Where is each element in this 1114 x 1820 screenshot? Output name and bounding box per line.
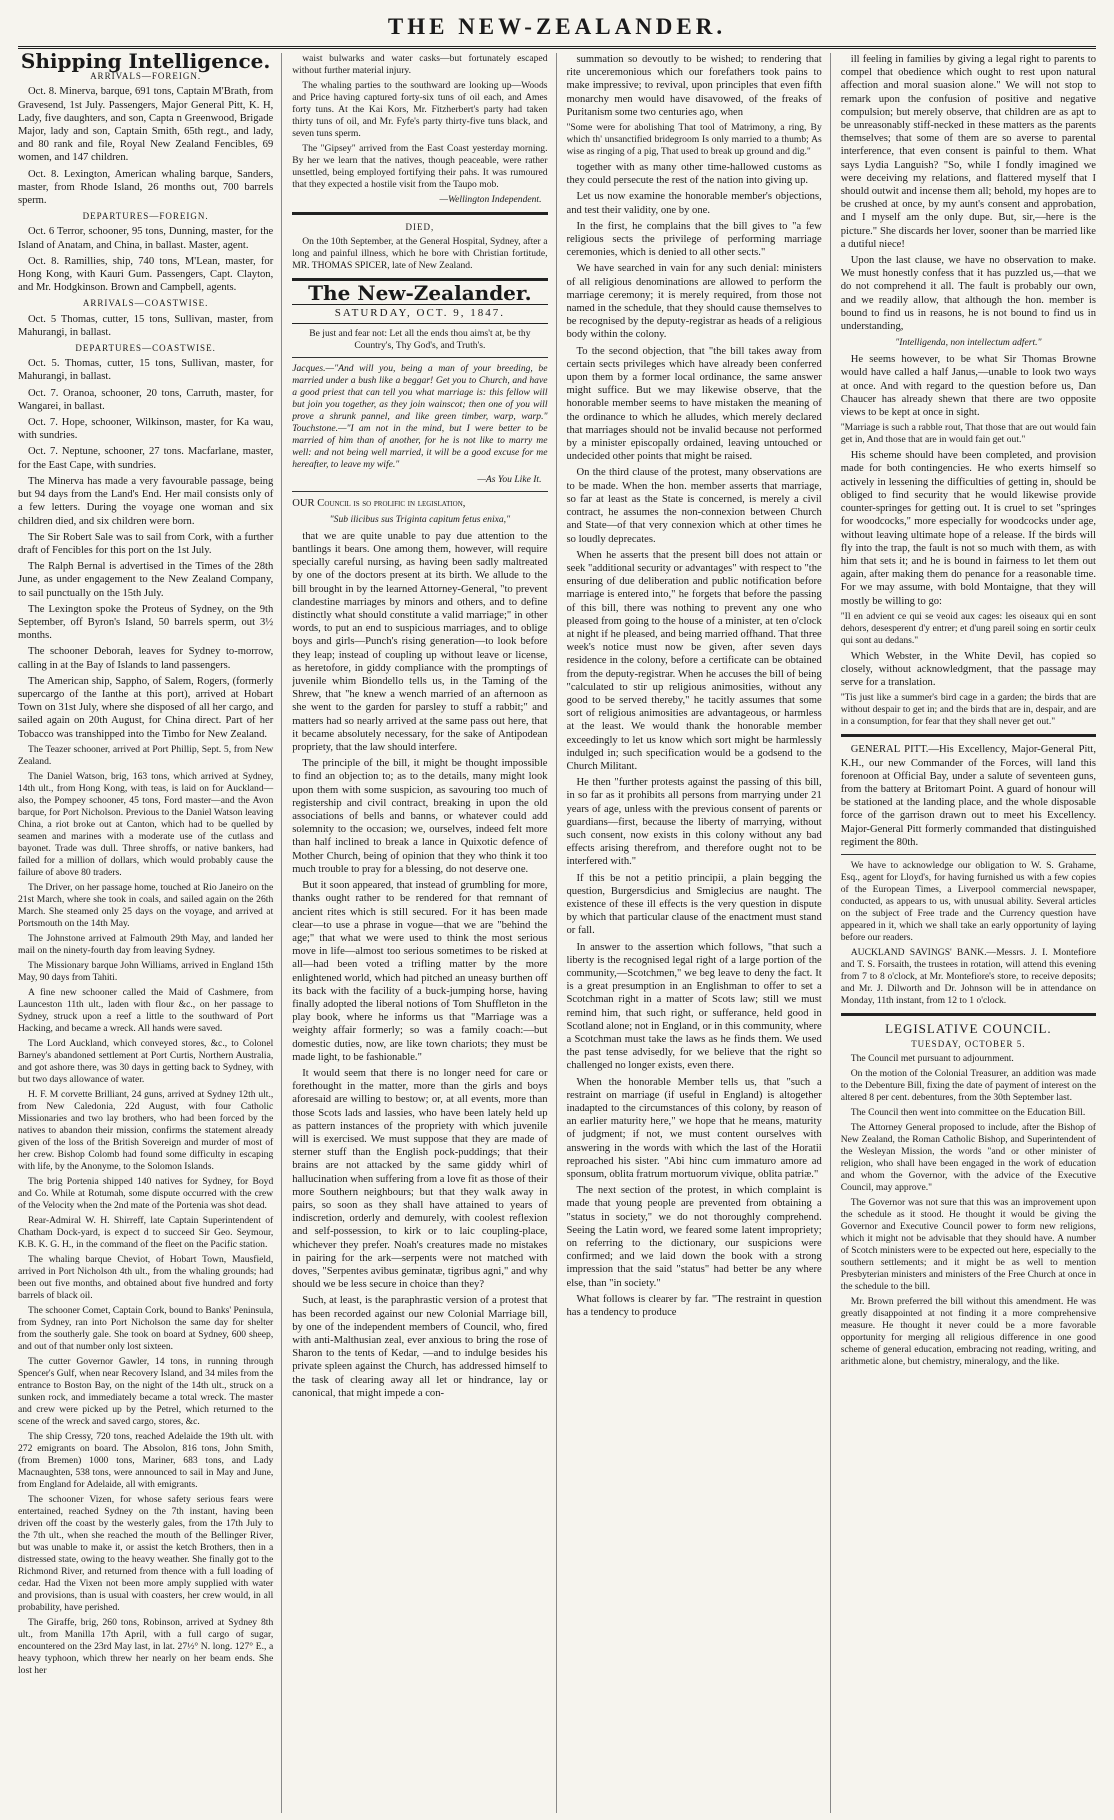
paper-title: The New-Zealander.: [308, 281, 532, 306]
paragraph: H. F. M corvette Brilliant, 24 guns, arrived at Sydney 12th ult., from New Caledonia, 22d August, with four Catholic Missionaries and two lay brothers, who had been forced by the natives to abandon their mission, confirms the statement already given of the loss of the British Sovereign and murder of most of her crew. Bishop Colomb had found some difficulty in escaping with life, by the Anonyme, to the Solomon Islands.: [18, 1088, 274, 1172]
paragraph: Oct. 8. Minerva, barque, 691 tons, Captain M'Brath, from Gravesend, 1st July. Passengers, Major General Pitt, K. H, Lady, five daughters, and son, Capta n Greenwood, Brigade Major, lady and son, Captain Smith, 65th regt., and lady, and 80 rank and file, Royal New Zealand Fencibles, 69 women, and 147 children.: [18, 86, 274, 164]
paragraph: together with as many other time-hallowed customs as they could persecute the rest of the nation into giving up.: [566, 162, 822, 187]
paragraph: Let us now examine the honorable member's objections, and test their validity, one by one.: [566, 191, 822, 216]
paragraph: The whaling barque Cheviot, of Hobart Town, Mausfield, arrived in Port Nicholson 4th ult., from the whaling grounds; had been out five months, and obtained about five hundred and forty barrels of black oil.: [18, 1253, 274, 1301]
divider: [841, 734, 1096, 737]
paragraph: The Teazer schooner, arrived at Port Phillip, Sept. 5, from New Zealand.: [18, 743, 274, 767]
paragraph: The cutter Governor Gawler, 14 tons, in running through Spencer's Gulf, when near Recovery Island, and 34 miles from the entrance to Boston Bay, on the night of the 14th ult., struck on a sunken rock, and immediately became a total wreck. The master and crew were picked up by the Petrel, which returned to the scene of the wreck and saved cargo, stores, &c.: [18, 1355, 274, 1427]
paragraph: In the first, he complains that the bill gives to "a few religious sects the privilege of performing marriage ceremonies, which is denied to all other sects.": [566, 220, 822, 259]
lead-sentence: OUR Council is so prolific in legislation,: [292, 497, 466, 509]
french-quote: "Il en advient ce qui se veoid aux cages: les oiseaux qui en sont dehors, desesperent d'y entrer; et d'ung pareil soing en sortir ceulx qui sont au dedans.": [840, 610, 1096, 646]
council-header: LEGISLATIVE COUNCIL.: [885, 1020, 1052, 1036]
paragraph: The American ship, Sappho, of Salem, Rogers, (formerly supercargo of the Ianthe at this port), arrived at Hobart Town on 31st July, where she disposed of all her cargo, and sailed again on 20th August, for China direct. Part of her Tobacco was transhipped into the Timbo for New Zealand.: [18, 675, 274, 740]
paragraph: The next section of the protest, in which complaint is made that young people are prevented from obtaining a "status in society," we do not thoroughly comprehend. Seeing the Latin word, we feared some latent impropriety; on referring to the dictionary, our suspicions were confirmed; and we laid down the book with a strong impression that the said "status" had better be any where else, than "in society.": [566, 1185, 822, 1289]
divider: [292, 491, 547, 492]
paragraph: Oct. 7. Hope, schooner, Wilkinson, master, for Ka wau, with sundries.: [18, 417, 274, 442]
paragraph: The Johnstone arrived at Falmouth 29th May, and landed her mail on the ninety-fourth day from leaving Sydney.: [18, 932, 274, 956]
paragraph: The Attorney General proposed to include, after the Bishop of New Zealand, the Roman Catholic Bishop, and Superintendent of the Wesleyan Mission, the words "and or other minister of religion, who shall have been engaged in the work of education and whom the Governor, with the advice of the Executive Council, may approve.": [840, 1122, 1096, 1194]
verse-quote: "Marriage is such a rabble rout, That those that are out would fain get in, And those that are in would fain get out.": [840, 422, 1096, 446]
section-header: DEPARTURES—FOREIGN.: [82, 211, 209, 222]
obituary: On the 10th September, at the General Hospital, Sydney, after a long and painful illness, which he bore with Christian fortitude, MR. THOMAS SPICER, late of New Zealand.: [292, 236, 548, 272]
divider: [292, 212, 547, 215]
paragraph: When he asserts that the present bill does not attain or seek "additional security or advantages" with respect to "the ensuring of due deliberation and public notification before marriage is entered into," he forgets that before the passing of this bill, there was nothing to prevent any one who pleased from going to the house of a minister, at ten o'clock at night if he pleased, and being married offhand. That three week's notice must now be given, after seven days residence in the colony, before a certificate can be obtained from the deputy-registrar. When he accuses the bill of being "calculated to stir up religious animosities, without any good to be served thereby," he tacitly assumes that some sort of religious animosities are advantageous, or harmless at the least. We would thank the honorable member exceedingly to let us know which sort might be harmlessly indulged in; such specification would be a godsend to the Church Militant.: [566, 549, 822, 772]
paragraph: AUCKLAND SAVINGS' BANK.—Messrs. J. I. Montefiore and T. S. Forsaith, the trustees in rotation, will attend this evening from 7 to 8 o'clock, at Mr. Montefiore's store, to receive deposits; and Mr. J. Dilworth and Dr. Johnson will be in attendance on Monday, 11th instant, from 12 to 1 o'clock.: [840, 946, 1096, 1006]
paragraph: The Sir Robert Sale was to sail from Cork, with a further draft of Fencibles for this port on the 1st July.: [18, 531, 274, 556]
epigraph-quote: Jacques.—"And will you, being a man of your breeding, be married under a bush like a beggar! Get you to Church, and have a good priest that can tell you what marriage is: this fellow will but join you together, as they join wainscot; then one of you will prove a shrunk pannel, and like green timber, warp, warp." Touchstone.—"I am not in the mind, but I were better to be married of him than of another, for he is not like to marry me well: and not being well married, it will be a good excuse for me hereafter, to leave my wife.": [292, 362, 548, 470]
paragraph: To the second objection, that "the bill takes away from certain sects privileges which have already been conferred upon them by a former local ordinance, the same answer might suffice. But we may likewise observe, that the honorable member seems to have mistaken the meaning of the ordinance to which he alludes, which merely declared that marriages should not be invalid because not performed by a minister episcopally ordained, leaving untouched or undecided other points that might be raised.: [566, 345, 822, 463]
divider: [841, 1013, 1096, 1016]
paragraph: Which Webster, in the White Devil, has copied so closely, without acknowledgment, that the passage may serve for a translation.: [840, 650, 1096, 689]
paragraph: The Giraffe, brig, 260 tons, Robinson, arrived at Sydney 8th ult., from Manilla 17th April, with a full cargo of sugar, encountered on the 23rd May last, in lat. 27½° N. long. 127° E., a heavy typhoon, which threw her nearly on her beam ends. She lost her: [18, 1616, 274, 1676]
section-header: ARRIVALS—FOREIGN.: [90, 71, 202, 82]
paragraph: But it soon appeared, that instead of grumbling for more, thanks ought rather to be rendered for that remnant of ancient rites which is still secured. For it has been made clear—to use a phrase in vogue—that we are "behind the age;" that what we were used to think the most serious move in life—almost too serious sometimes to be risked at all—had been voted a trifling matter by the more enlightened world, which had pitched an uneasy burthen off its back with the facility of a buck-jumping horse, having finally adopted the liberal notions of Tom Shuffleton in the play book, where he informs us that "Marriage was a weighty affair formerly; so was a family coach:—but domestic duties, now, are like town chariots; they must be made light, to be fashionable.": [292, 880, 548, 1063]
paragraph: The schooner Deborah, leaves for Sydney to-morrow, calling in at the Bay of Islands to land passengers.: [18, 646, 274, 671]
paragraph: The Governor was not sure that this was an improvement upon the schedule as it stood. He thought it would be giving the Governor and Executive Council power to form new religions, which it might not be advisable that they should have. A number of Scotch ministers were to be expected out here, especially to the southern settlements; and it might be as well to mention Presbyterian ministers and ministers of the Free Church at once in the schedule to the bill.: [840, 1197, 1096, 1293]
paragraph: When the honorable Member tells us, that "such a restraint on marriage (if useful in England) is altogether inadapted to the circumstances of this colony, by reason of an earlier maturity here," we hope that he means, maturity of judgment; if not, we must content ourselves with answering in the words with which the last of the Horatii reproached his sister. "Abi hinc cum immaturo amore ad sponsum, oblita fratrum mortuorum vivique, oblita patriæ.": [566, 1076, 822, 1181]
latin-quote: "Sub ilicibus sus Triginta capitum fetus enixa,": [329, 513, 511, 525]
paragraph: Such, at least, is the paraphrastic version of a protest that has been recorded against our new Colonial Marriage bill, by one of the independent members of Council, who, fired with anti-Malthusian zeal, ever anxious to bring the rose of Sharon to the tents of Kedar, —and to indulge besides his private spleen against the Church, has addressed himself to the task of clearing away all let or hindrance, lay or canonical, that might impede a con-: [292, 1295, 548, 1399]
columns: [18, 53, 1096, 1813]
paragraph: It would seem that there is no longer need for care or forethought in the matter, more than the girls and boys aforesaid are willing to bestow; or, at all events, more than those Scots lads and lassies, who have been lately held up as pattern instances of the propriety with which juvenile will is exercised. We must suppose that they are made of sterner stuff than the English pock-puddings; that their brains are not attacked by the same giddy whirl of hallucination when suffering from a love fit as those of their more Southern neighbours; but that they walk away in pairs, so soon as they shall have attained to years of indiscretion, orderly and demurely, with coolest reflexion and self-possession, to kirk or to laic coupling-place, whichever they prefer. Noah's creatures made no mistakes in pairing for the ark—serpents were not matched with doves, "Serpentes avibus geminatæ, tigribus agni," and why should we be less secure in choice than they?: [292, 1067, 548, 1291]
paragraph: Rear-Admiral W. H. Shirreff, late Captain Superintendent of Chatham Dock-yard, is expect d to succeed Sir Geo. Seymour, K.B. K. G. H., in the command of the fleet on the Pacific station.: [18, 1214, 274, 1250]
paragraph: The principle of the bill, it might be thought impossible to find an objection to; as to the details, many might look upon them with some suspicion, as savouring too much of registership and civil contract, breaking in upon the old associations of bells and banns, or whatever could add solemnity to the occasion; we, ourselves, indeed felt more than half inclined to break a lance in Quixotic defence of Mother Church, being of opinion that they who think it too much trouble to pray for a blessing, do not deserve one.: [292, 758, 548, 875]
paragraph: We have searched in vain for any such denial: ministers of all religious denominations are allowed to perform the marriage ceremony; it is merely required, from those not named in the schedule, that they should cause themselves to be recognised by the deputy-registrar as heads of a religious body within the colony.: [566, 263, 822, 341]
paragraph: He seems however, to be what Sir Thomas Browne would have called a half Janus,—unable to look two ways at once. And with regard to the question before us, Dan Chaucer has already shewn that there are two opposite views to be kept at once in sight.: [840, 354, 1096, 419]
paragraph: The Driver, on her passage home, touched at Rio Janeiro on the 21st March, where she took in coals, and sailed again on the 26th March. She steamed only 25 days on the voyage, and arrived at Portsmouth on the 14th May.: [18, 881, 274, 929]
paragraph: Mr. Brown preferred the bill without this amendment. He was greatly disappointed at not finding it a more comprehensive measure. He thought it never could be a more favorable opportunity for merging all religious difference in one good scheme of general education, embracing not reading, writing, and arithmetic alone, but chemistry, mineralogy, and the like.: [840, 1296, 1096, 1368]
section-header: DEPARTURES—COASTWISE.: [75, 343, 216, 354]
paragraph: If this be not a petitio principii, a plain begging the question, Burgersdicius and Smiglecius are naught. The existence of these ill effects is the very question in dispute by which that particular clause of the enactment must stand or fall.: [566, 872, 822, 937]
paragraph: GENERAL PITT.—His Excellency, Major-General Pitt, K.H., our new Commander of the Forces, will land this forenoon at Official Bay, under a salute of seventeen guns, from the battery at Britomart Point. A guard of honour will be stationed at the landing place, and the whole disposable force of the garrison drawn out to meet his Excellency. Major-General Pitt formerly commanded that distinguished regiment the 80th.: [840, 744, 1096, 848]
died-header: DIED,: [405, 222, 435, 232]
column-4: [841, 53, 1096, 1813]
dateline: SATURDAY, OCT. 9, 1847.: [292, 304, 547, 323]
paragraph: ill feeling in families by giving a legal right to parents to compel that obedience which ought to rest upon natural affection and moral suasion alone." We will not stop to remark upon the confusion of positive and negative compulsion; but merely observe, that children are as apt to be unreasonably stiff-necked in these matters as the parents themselves; that some of them are so averse to parental interference, that even consent is painful to them. What says Lydia Languish? "So, while I fondly imagined we were deceiving my relations, and flattered myself that I should outwit and incense them all; behold, my hopes are to be crushed at once, by my aunt's consent and approbation, and I myself am the only dupe. But, sir,—here is the picture." She discards her lover, sooner than be married like a dutiful niece!: [840, 54, 1096, 250]
paragraph: The Lord Auckland, which conveyed stores, &c., to Colonel Barney's abandoned settlement at Port Curtis, Northern Australia, and got ashore there, was 30 days in getting back to Sydney, with but two days allowance of water.: [18, 1037, 274, 1085]
paragraph: The Missionary barque John Williams, arrived in England 15th May, 90 days from Tahiti.: [18, 959, 274, 983]
paragraph: Oct. 7. Neptune, schooner, 27 tons. Macfarlane, master, for the East Cape, with sundries.: [18, 446, 274, 471]
paragraph: The schooner Vizen, for whose safety serious fears were entertained, reached Sydney on the 7th instant, having been driven off the coast by the westerly gales, from the 17th July to the 7th ult., when she reached the mouth of the Bellinger River, but was unable to make it, or assist the ketch Brothers, then in a distressed state, owing to the heavy weather. She finally got to the Richmond River, and returned from thence with a full loading of cedar. Had the Vixen not been more amply supplied with water and provisions, than is usual with coasters, her crew would, in all probability, have perished.: [18, 1493, 274, 1613]
paragraph: The Lexington spoke the Proteus of Sydney, on the 9th September, off Byron's Island, 50 barrels sperm, out 3½ months.: [18, 603, 274, 642]
shipping-title: Shipping Intelligence.: [20, 53, 271, 73]
source-attribution: —Wellington Independent.: [439, 194, 542, 205]
council-date: TUESDAY, OCTOBER 5.: [911, 1039, 1026, 1050]
paragraph: His scheme should have been completed, and provision made for both contingencies. He who exerts himself so actively in lessening the difficulties of getting in, should be obliged to find security that he would likewise provide counter-springes for getting out. It is cruel to set "springes for woodcocks," more especially for woodcocks under age, without leaving ultimate hope of a release. If the birds will fly into the trap, the fault is not so much with them, as with him that sets it; and he is bound in fairness to let them out again, after making them do penance for a reasonable time. For we may assume, with bold Montaigne, that they will mostly be willing to go:: [840, 450, 1096, 607]
column-3: [567, 53, 831, 1813]
paragraph: On the motion of the Colonial Treasurer, an addition was made to the Debenture Bill, fixing the date of payment of interest on the altered 8 per cent. debentures, from the 30th September last.: [840, 1068, 1096, 1104]
paragraph: On the third clause of the protest, many observations are to be made. When the hon. member asserts that marriage, so far at least as the State is concerned, is merely a civil contract, he assumes the non-connexion between Church and State—of that very connexion which at other times he so loudly deprecates.: [566, 467, 822, 545]
paragraph: The "Gipsey" arrived from the East Coast yesterday morning. By her we learn that the natives, though peaceable, were rather unsettled, being employed fortifying their pahs. It was rumoured that they expected a hostile visit from the Taupo mob.: [292, 143, 548, 190]
paragraph: The Council met pursuant to adjournment.: [850, 1053, 1014, 1065]
section-header: ARRIVALS—COASTWISE.: [82, 298, 209, 309]
divider: [292, 357, 547, 358]
paragraph: He then "further protests against the passing of this bill, in so far as it prohibits all persons from marrying under 21 years of age, unless with the previous consent of parents or guardians—first, because the liberty of marrying, without such consent, now exists in this colony without any bad effects arising therefrom, and therefore ought not to be interfered with.": [566, 777, 822, 868]
paragraph: The ship Cressy, 720 tons, reached Adelaide the 19th ult. with 272 emigrants on board. The Absolon, 816 tons, John Smith, (from Bremen) 1000 tons, Mariner, 683 tons, and Lady Macnaughten, 538 tons, were announced to sail in May and June, from England for Adelaide, all with emigrants.: [18, 1430, 274, 1490]
column-2: [292, 53, 556, 1813]
paragraph: The Daniel Watson, brig, 163 tons, which arrived at Sydney, 14th ult., from Hong Kong, with teas, is laid on for Auckland—also, the Pompey schooner, 45 tons, Ford master—and the Avon barque, for Port Nicholson. Previous to the Daniel Watson leaving China, a riot broke out at Canton, which had to be quelled by seamen and marines with a moderate use of the cutlass and bayonet. Trade was dull. Three shroffs, or native bankers, had failed for a million of dollars, which would probably cause the failure of above 80 traders.: [18, 770, 274, 878]
column-1: [18, 53, 282, 1813]
paragraph: A fine new schooner called the Maid of Cashmere, from Launceston 11th ult., laden with flour &c., on her passage to Sydney, struck upon a reef a little to the southward of Port Hacking, and became a wreck. All hands were saved.: [18, 986, 274, 1034]
paragraph: The brig Portenia shipped 140 natives for Sydney, for Boyd and Co. While at Rotumah, some dispute occurred with the crew of the Velocity when the 2nd mate of the Portenia was shot dead.: [18, 1175, 274, 1211]
paragraph: Oct. 8. Lexington, American whaling barque, Sanders, master, from Rhode Island, 26 months out, 700 barrels sperm.: [18, 168, 274, 207]
masthead: THE NEW-ZEALANDER.: [387, 14, 727, 39]
verse-quote: "Tis just like a summer's bird cage in a garden; the birds that are without despair to get in; and the birds that are in, despair, and are in a consumption, for fear that they shall never get out.": [840, 692, 1096, 728]
paragraph: The schooner Comet, Captain Cork, bound to Banks' Peninsula, from Sydney, ran into Port Nicholson the same day for shelter from the southerly gale. She took on board at Sydney, 600 sheep, and out of that number only lost sixteen.: [18, 1304, 274, 1352]
paragraph: The whaling parties to the southward are looking up—Woods and Price having captured forty-six tuns of oil each, and Ames forty tuns. At the Kai Kors, Mr. Fitzherbert's party had taken thirty tuns of oil, and Mr. Fyfe's party thirty-five tuns black, and seven tuns sperm.: [292, 80, 548, 139]
masthead-rule: [18, 46, 1096, 49]
paragraph: Oct. 7. Oranoa, schooner, 20 tons, Carruth, master, for Wangarei, in ballast.: [18, 387, 274, 412]
paragraph: The Council then went into committee on the Education Bill.: [850, 1107, 1086, 1119]
paragraph: The Minerva has made a very favourable passage, being but 94 days from the Land's End. Her mail consists only of a few letters. During the voyage one woman and six children died, and six children were born.: [18, 475, 274, 527]
paragraph: In answer to the assertion which follows, "that such a liberty is the recognised legal right of a large portion of the community,—Scotchmen," we beg leave to deny the fact. It is a great presumption in an Englishman to offer to set a Scotchman right in a matter of Scots law; still we must remind him, that such right, or sufferance, held good in Scotland alone; not in England, or in this community, where a Scotchman must take the laws as he finds them. We used the past tense advisedly, for we believe that the right so challenged no longer exists, even there.: [566, 941, 822, 1072]
latin-quote: "Intelligenda, non intellectum adfert.": [895, 337, 1042, 349]
epigraph-source: —As You Like It.: [477, 473, 542, 485]
divider: [841, 854, 1096, 855]
paragraph: The Ralph Bernal is advertised in the Times of the 28th June, as under engagement to the New Zealand Company, to sail punctually on the 15th July.: [18, 561, 274, 599]
paragraph: Oct. 6 Terror, schooner, 95 tons, Dunning, master, for the Island of Anatam, and China, in ballast. Master, agent.: [18, 226, 274, 251]
paragraph: Upon the last clause, we have no observation to make. We must honestly confess that it has puzzled us,—that we do not comprehend it all. The fault is probably our own, and we readily allow, that although the hon. member is bound to find us in reasons, he is not bound to find us in understanding,: [840, 255, 1096, 333]
paragraph: that we are quite unable to pay due attention to the bantlings it bears. One among them, however, will require specially careful nursing, as having been sadly maltreated by one of the doctors present at its birth. We allude to the bill brought in by the learned Attorney-General, "to prevent clandestine marriages by minors and others, and to define distinctly what should constitute a valid marriage;" in other words, to put an end to suspicious marriages, and to oblige boys and girls—Punch's rising generation—to look before they leap; instead of coupling up without leave or license, as heretofore, in giddy compliance with the promptings of juvenile whim Biondello tells us, in the Taming of the Shrew, that "he knew a wench married of an afternoon as she went to the garden for parsley to stuff a rabbit;" and matters had so nearly arrived at the same pass out here, that it became absolutely necessary, for the sake of Antipodean propriety, that the law should interfere.: [292, 530, 548, 754]
paragraph: Oct. 8. Ramillies, ship, 740 tons, M'Lean, master, for Hong Kong, with Kauri Gum. Passengers, Capt. Clayton, and Mr. Hodgkinson. Brown and Campbell, agents.: [18, 255, 274, 294]
paragraph: summation so devoutly to be wished; to rendering that rite unceremonious which our forefathers took pains to make impressive; to revival, upon principles that even fifth monarchy men would have disavowed, of the freaks of Puritanism some two centuries ago, when: [566, 54, 822, 118]
paragraph: We have to acknowledge our obligation to W. S. Grahame, Esq., agent for Lloyd's, for having furnished us with a few copies of the European Times, a Liverpool commercial newspaper, conducted, as appears to us, with unusual ability. Several articles on the subject of Free trade and the Currency question have appeared in it, which we shall take an early opportunity of laying before our readers.: [840, 859, 1096, 943]
paragraph: Oct. 5 Thomas, cutter, 15 tons, Sullivan, master, from Mahurangi, in ballast.: [18, 313, 274, 338]
paragraph: waist bulwarks and water casks—but fortunately escaped without further material injury.: [292, 53, 548, 76]
motto: Be just and fear not: Let all the ends thou aims't at, be thy Country's, Thy God's, and Truth's.: [309, 327, 531, 351]
paragraph: What follows is clearer by far. "The restraint in question has a tendency to produce: [566, 1293, 822, 1319]
verse-quote: "Some were for abolishing That tool of Matrimony, a ring, By which th' unsanctified bridegroom Is only married to a thumb; As wise as ringing of a pig, That used to break up ground and dig.": [566, 122, 822, 158]
paragraph: Oct. 5. Thomas, cutter, 15 tons, Sullivan, master, for Mahurangi, in ballast.: [18, 358, 274, 383]
